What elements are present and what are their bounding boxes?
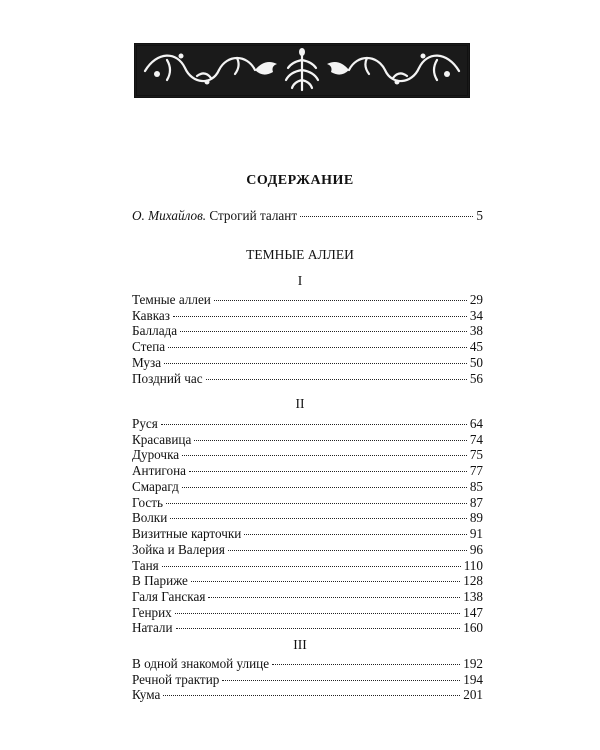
toc-entry-page: 192 [463, 656, 483, 671]
toc-entry-page: 75 [469, 447, 483, 462]
dot-leader [300, 216, 473, 217]
toc-entry-page: 160 [463, 620, 483, 635]
toc-entry[interactable] [132, 620, 483, 636]
toc-entry-title [132, 208, 297, 224]
dot-leader [163, 695, 460, 696]
ornamental-header-banner [134, 43, 470, 98]
toc-entry-title: В Париже [132, 573, 188, 588]
toc-entry[interactable] [132, 687, 483, 703]
toc-entry-title: В одной знакомой улице [132, 656, 270, 671]
section-numeral: II [295, 396, 305, 411]
toc-entry-page: 89 [469, 510, 483, 525]
toc-entry[interactable] [132, 605, 483, 621]
toc-entry[interactable] [132, 371, 483, 387]
toc-entry-page: 91 [469, 526, 483, 541]
toc-entry[interactable] [132, 308, 483, 324]
toc-entry-page: 38 [469, 323, 483, 338]
dot-leader [176, 628, 461, 629]
toc-entry-title: Натали [132, 620, 173, 635]
contents-title: СОДЕРЖАНИЕ [246, 173, 354, 188]
toc-entry[interactable] [132, 526, 483, 542]
toc-entry[interactable] [132, 573, 483, 589]
toc-entry-page: 147 [463, 605, 483, 620]
toc-entry[interactable] [132, 558, 483, 574]
dot-leader [244, 534, 466, 535]
intro-title: Строгий талант [209, 208, 298, 223]
toc-entry-page: 45 [469, 339, 483, 354]
toc-entry-page: 194 [463, 672, 483, 687]
dot-leader [214, 300, 467, 301]
dot-leader [228, 550, 467, 551]
toc-entry-title: Темные аллеи [132, 292, 211, 307]
toc-entry-intro[interactable] [132, 208, 483, 224]
dot-leader [175, 613, 460, 614]
toc-entry[interactable] [132, 479, 483, 495]
toc-entry-page: 110 [463, 558, 483, 573]
toc-entry-page: 77 [469, 463, 483, 478]
section-numeral: III [293, 637, 307, 652]
toc-entry[interactable] [132, 542, 483, 558]
toc-entry-page: 128 [463, 573, 483, 588]
toc-entry-title: Волки [132, 510, 168, 525]
dot-leader [191, 581, 460, 582]
toc-entry[interactable] [132, 495, 483, 511]
floral-ornament-icon [137, 46, 467, 95]
toc-entry-title: Речной трактир [132, 672, 220, 687]
toc-entry-page: 87 [469, 495, 483, 510]
toc-entry-page: 96 [469, 542, 483, 557]
toc-entry-page: 138 [463, 589, 483, 604]
toc-entry-title: Гость [132, 495, 164, 510]
dot-leader [194, 440, 467, 441]
dot-leader [206, 379, 467, 380]
toc-entry-title: Галя Ганская [132, 589, 206, 604]
toc-entry-page: 201 [463, 687, 483, 702]
dot-leader [180, 331, 467, 332]
toc-entry[interactable] [132, 323, 483, 339]
toc-entry[interactable] [132, 589, 483, 605]
section-numeral: I [297, 273, 303, 288]
book-title: ТЕМНЫЕ АЛЛЕИ [246, 247, 354, 262]
toc-entry-title: Генрих [132, 605, 172, 620]
toc-entry-page: 56 [469, 371, 483, 386]
toc-entry[interactable] [132, 447, 483, 463]
dot-leader [170, 518, 467, 519]
intro-author: О. Михайлов. [132, 208, 207, 223]
toc-entry-page: 85 [469, 479, 483, 494]
toc-entry-page: 34 [469, 308, 483, 323]
toc-entry-title: Поздний час [132, 371, 203, 386]
toc-entry-title: Баллада [132, 323, 178, 338]
toc-entry[interactable] [132, 339, 483, 355]
dot-leader [222, 680, 460, 681]
dot-leader [208, 597, 460, 598]
dot-leader [162, 566, 461, 567]
toc-entry-page: 64 [469, 416, 483, 431]
dot-leader [272, 664, 460, 665]
toc-entry[interactable] [132, 510, 483, 526]
toc-entry-title: Степа [132, 339, 166, 354]
toc-entry-title: Красавица [132, 432, 192, 447]
dot-leader [182, 487, 467, 488]
toc-entry-title: Антигона [132, 463, 186, 478]
dot-leader [164, 363, 467, 364]
dot-leader [182, 455, 467, 456]
dot-leader [166, 503, 467, 504]
toc-entry-title: Дурочка [132, 447, 180, 462]
toc-entry-title: Муза [132, 355, 162, 370]
toc-entry-title: Зойка и Валерия [132, 542, 225, 557]
toc-entry[interactable] [132, 656, 483, 672]
dot-leader [173, 316, 467, 317]
toc-entry-title: Руся [132, 416, 158, 431]
toc-entry-page: 29 [469, 292, 483, 307]
toc-entry[interactable] [132, 432, 483, 448]
dot-leader [161, 424, 467, 425]
toc-entry-title: Таня [132, 558, 159, 573]
dot-leader [168, 347, 467, 348]
toc-entry[interactable] [132, 292, 483, 308]
dot-leader [189, 471, 467, 472]
toc-entry-title: Визитные карточки [132, 526, 242, 541]
toc-entry-title: Смарагд [132, 479, 179, 494]
toc-entry[interactable] [132, 463, 483, 479]
toc-entry[interactable] [132, 672, 483, 688]
toc-entry-title: Кавказ [132, 308, 170, 323]
toc-entry-page: 5 [476, 208, 483, 223]
toc-entry-page: 74 [469, 432, 483, 447]
toc-entry-title: Кума [132, 687, 161, 702]
toc-entry-page: 50 [469, 355, 483, 370]
toc-entry[interactable] [132, 355, 483, 371]
toc-entry[interactable] [132, 416, 483, 432]
